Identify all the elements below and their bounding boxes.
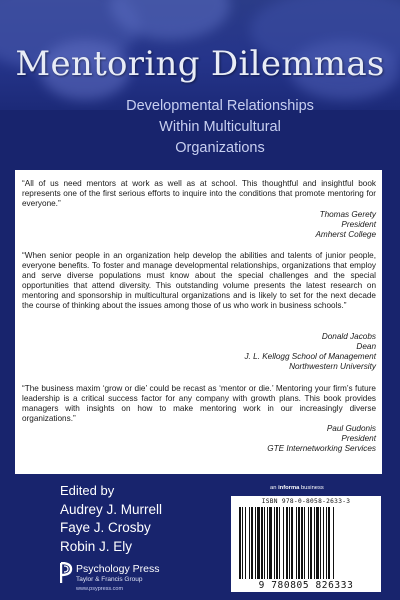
endorsement-attribution	[136, 332, 376, 372]
attribution-name: Donald Jacobs	[321, 332, 376, 341]
endorsement-quote: “All of us need mentors at work as well as at school. This thoughtful and insightful book represents one of the first serious efforts to inquire into the conditions that promote mentoring for everyone.”	[22, 179, 376, 209]
publisher-name: Psychology Press	[76, 563, 160, 575]
barcode-bar	[333, 507, 334, 579]
barcode-bar	[298, 507, 300, 579]
psychology-press-logo-icon	[60, 562, 73, 584]
barcode-bar	[269, 507, 272, 579]
barcode-bar	[245, 507, 246, 579]
barcode-number: 9 780805 826333	[258, 580, 354, 591]
barcode-bar	[289, 507, 290, 579]
subtitle-line: Within Multicultural	[159, 119, 281, 135]
isbn-barcode	[231, 496, 381, 592]
barcode-bar	[286, 507, 288, 579]
informa-business-label	[270, 485, 324, 491]
barcode-bar	[249, 507, 250, 579]
barcode-bar	[304, 507, 305, 579]
informa-prefix: an	[270, 485, 279, 491]
barcode-bar	[301, 507, 303, 579]
book-title: Mentoring Dilemmas	[15, 44, 385, 84]
barcode-bar	[276, 507, 278, 579]
barcode-bar	[316, 507, 319, 579]
barcode-bar	[257, 507, 260, 579]
barcode-bar	[251, 507, 253, 579]
attribution-title: President	[341, 434, 376, 444]
barcode-bar	[279, 507, 280, 579]
attribution-name: Thomas Gerety	[319, 210, 376, 219]
barcode-bar	[255, 507, 256, 579]
publisher-url: www.psypress.com	[76, 586, 124, 592]
barcode-bars	[237, 507, 377, 579]
attribution-org: Northwestern University	[289, 362, 376, 372]
attribution-org: J. L. Kellogg School of Management	[244, 352, 376, 362]
barcode-bar	[261, 507, 263, 579]
publisher-block	[60, 560, 210, 600]
barcode-bar	[323, 507, 324, 579]
book-subtitle	[60, 96, 380, 159]
barcode-bar	[328, 507, 330, 579]
barcode-bar	[267, 507, 268, 579]
attribution-org: GTE Internetworking Services	[267, 444, 376, 454]
informa-suffix: business	[299, 485, 324, 491]
attribution-org: Amherst College	[315, 230, 376, 240]
subtitle-line: Developmental Relationships	[126, 98, 314, 114]
barcode-bar	[239, 507, 241, 579]
attribution-name: Paul Gudonis	[326, 424, 376, 433]
barcode-bar	[283, 507, 284, 579]
editor-name: Faye J. Crosby	[60, 520, 151, 535]
barcode-bar	[264, 507, 265, 579]
barcode-bar	[320, 507, 321, 579]
endorsement-attribution	[136, 424, 376, 454]
barcode-bar	[291, 507, 293, 579]
subtitle-line: Organizations	[175, 140, 265, 156]
endorsement-quote: “The business maxim ‘grow or die’ could be recast as ‘mentor or die.’ Mentoring your firm’s future leadership is a critical success factor for any company with growth plans. This book provides managers with insights on how to make mentoring work in our increasingly diverse organizations.”	[22, 384, 376, 424]
barcode-bar	[308, 507, 309, 579]
informa-brand: informa	[278, 485, 300, 491]
publisher-group: Taylor & Francis Group	[76, 576, 143, 583]
editor-name: Audrey J. Murrell	[60, 502, 163, 517]
barcode-bar	[296, 507, 297, 579]
isbn-label: ISBN 978-0-8058-2633-3	[261, 498, 351, 505]
barcode-bar	[242, 507, 243, 579]
attribution-title: Dean	[356, 342, 376, 352]
endorsement-quote: “When senior people in an organization help develop the abilities and talents of junior people, everyone benefits. To foster and manage developmental relationships, organizations that employ and serve diverse populations must know about the special challenges and the special opportunities that attend diversity. This outstanding volume presents the latest research on mentoring and sponsorship in multicultural organizations and is likely to set for the next decade the course of thinking about the issues among those of us who work in business schools.”	[22, 251, 376, 311]
barcode-bar	[310, 507, 312, 579]
barcode-bar	[314, 507, 315, 579]
editor-name: Robin J. Ely	[60, 539, 133, 554]
edited-by-label: Edited by	[60, 483, 115, 498]
barcode-bar	[274, 507, 275, 579]
barcode-bar	[326, 507, 327, 579]
attribution-title: President	[341, 220, 376, 230]
endorsement-attribution	[136, 210, 376, 240]
